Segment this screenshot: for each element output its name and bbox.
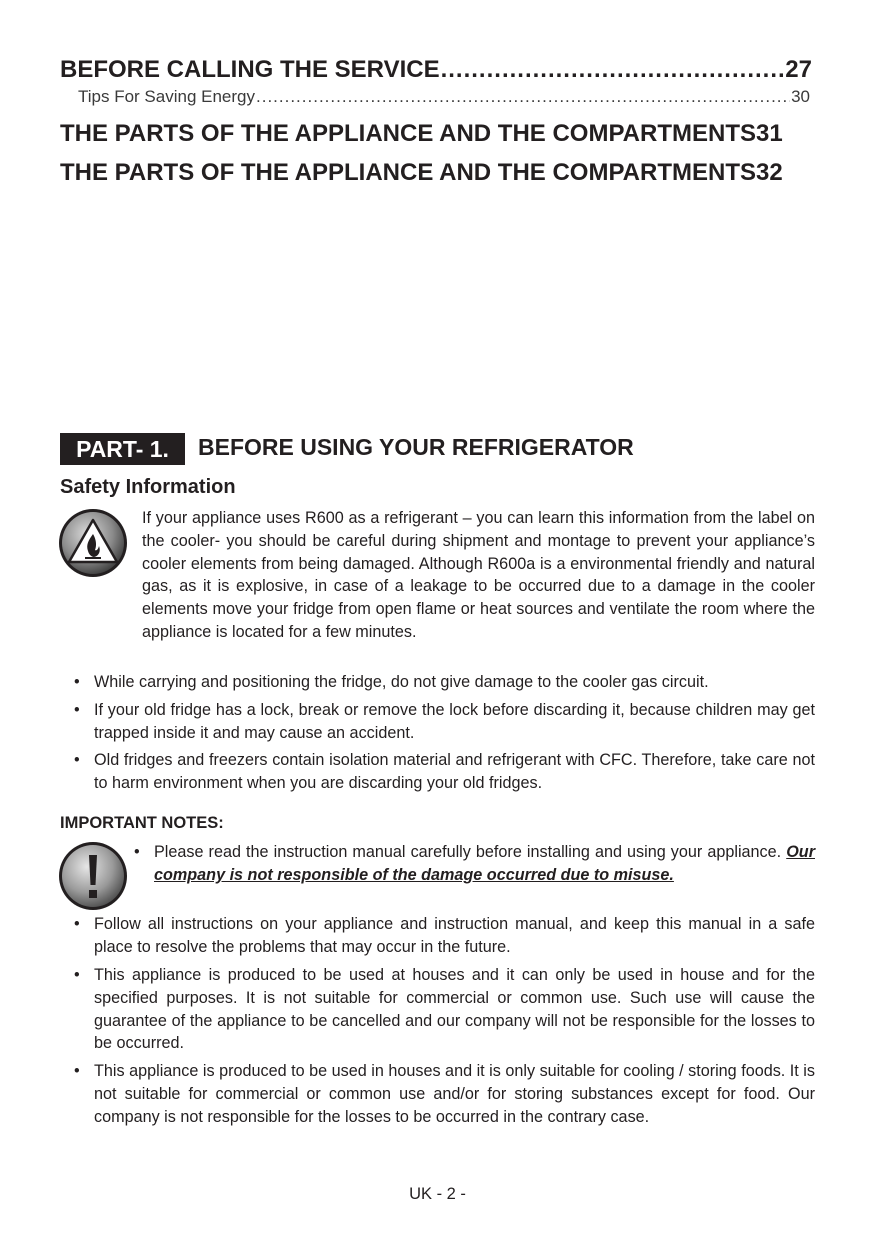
toc-entry-parts-32[interactable]: THE PARTS OF THE APPLIANCE AND THE COMPARTMENTS32 bbox=[60, 159, 783, 186]
list-item-text: If your old fridge has a lock, break or remove the lock before discarding it, because children may get trapped inside it and may cause an accident. bbox=[94, 701, 815, 742]
list-item: • This appliance is produced to be used at houses and it can only be used in house and for the specified purposes. It is not suitable for commercial or common use. Such use will cause the guarantee of the appliance to be cancelled and our company will not be responsible for the losses to be occurred. bbox=[74, 964, 815, 1055]
flammable-warning-icon bbox=[58, 508, 128, 583]
liability-disclaimer: Our company is not responsible of the damage occurred due to misuse. bbox=[154, 843, 815, 884]
list-item: • Old fridges and freezers contain isolation material and refrigerant with CFC. Therefore, take care not to harm environment when you are discarding your old fridges. bbox=[74, 749, 815, 795]
notes-first-bullet-text: Please read the instruction manual carefully before installing and using your appliance. bbox=[154, 843, 782, 861]
list-item: • While carrying and positioning the fridge, do not give damage to the cooler gas circuit. bbox=[74, 671, 815, 694]
safety-heading: Safety Information bbox=[60, 476, 236, 498]
list-item-text: While carrying and positioning the fridge, do not give damage to the cooler gas circuit. bbox=[94, 673, 709, 691]
toc-entry-parts-31[interactable]: THE PARTS OF THE APPLIANCE AND THE COMPARTMENTS31 bbox=[60, 120, 783, 147]
part-title: BEFORE USING YOUR REFRIGERATOR bbox=[198, 434, 634, 460]
page-number: UK - 2 - bbox=[409, 1185, 466, 1203]
toc-leader-dots bbox=[256, 87, 790, 107]
list-item: • If your old fridge has a lock, break or remove the lock before discarding it, because children may get trapped inside it and may cause an accident. bbox=[74, 699, 815, 745]
list-item-text: Old fridges and freezers contain isolation material and refrigerant with CFC. Therefore, take care not to harm environment when you are discarding your old fridges. bbox=[94, 751, 815, 792]
list-item-text: Follow all instructions on your appliance and instruction manual, and keep this manual in a safe place to resolve the problems that may occur in the future. bbox=[94, 915, 815, 956]
toc-entry-tips-saving-energy[interactable] bbox=[78, 87, 810, 107]
list-item: • Please read the instruction manual carefully before installing and using your appliance. Our company is not responsible of the damage occurred due to misuse. bbox=[134, 843, 815, 884]
list-item-text: This appliance is produced to be used in houses and it is only suitable for cooling / storing foods. It is not suitable for commercial or common use and/or for storing substances except for food. Our company is not responsible for the losses to be occurred in the contrary case. bbox=[94, 1062, 815, 1126]
toc-entry-page: 30 bbox=[791, 87, 810, 106]
toc-entry-before-calling-service[interactable] bbox=[60, 56, 812, 84]
part-badge: PART- 1. bbox=[60, 433, 185, 465]
toc-entry-title: BEFORE CALLING THE SERVICE bbox=[60, 56, 440, 83]
toc-leader-dots bbox=[441, 56, 785, 84]
toc-entry-page: 27 bbox=[785, 56, 812, 83]
list-item: • Follow all instructions on your appliance and instruction manual, and keep this manual in a safe place to resolve the problems that may occur in the future. bbox=[74, 913, 815, 959]
list-item: • This appliance is produced to be used in houses and it is only suitable for cooling / storing foods. It is not suitable for commercial or common use and/or for storing substances except for food. Our company is not responsible for the losses to be occurred in the contrary case. bbox=[74, 1060, 815, 1128]
important-notes-heading: IMPORTANT NOTES: bbox=[60, 814, 224, 832]
list-item-text: This appliance is produced to be used at houses and it can only be used in house and for the specified purposes. It is not suitable for commercial or common use. Such use will cause the guarantee of the appliance to be cancelled and our company will not be responsible for the losses to be occurred. bbox=[94, 966, 815, 1053]
exclamation-warning-icon bbox=[58, 841, 128, 916]
refrigerant-warning-text: If your appliance uses R600 as a refrigerant – you can learn this information from the label on the cooler- you should be careful during shipment and montage to prevent your appliance’s cooler elements from being damaged. Although R600a is a environmental friendly and natural gas, as it is explosive, in case of a leakage to be occurred due to a damage in the cooler elements move your fridge from open flame or heat sources and ventilate the room where the appliance is located for a few minutes. bbox=[142, 509, 815, 641]
toc-entry-title: Tips For Saving Energy bbox=[78, 87, 255, 106]
